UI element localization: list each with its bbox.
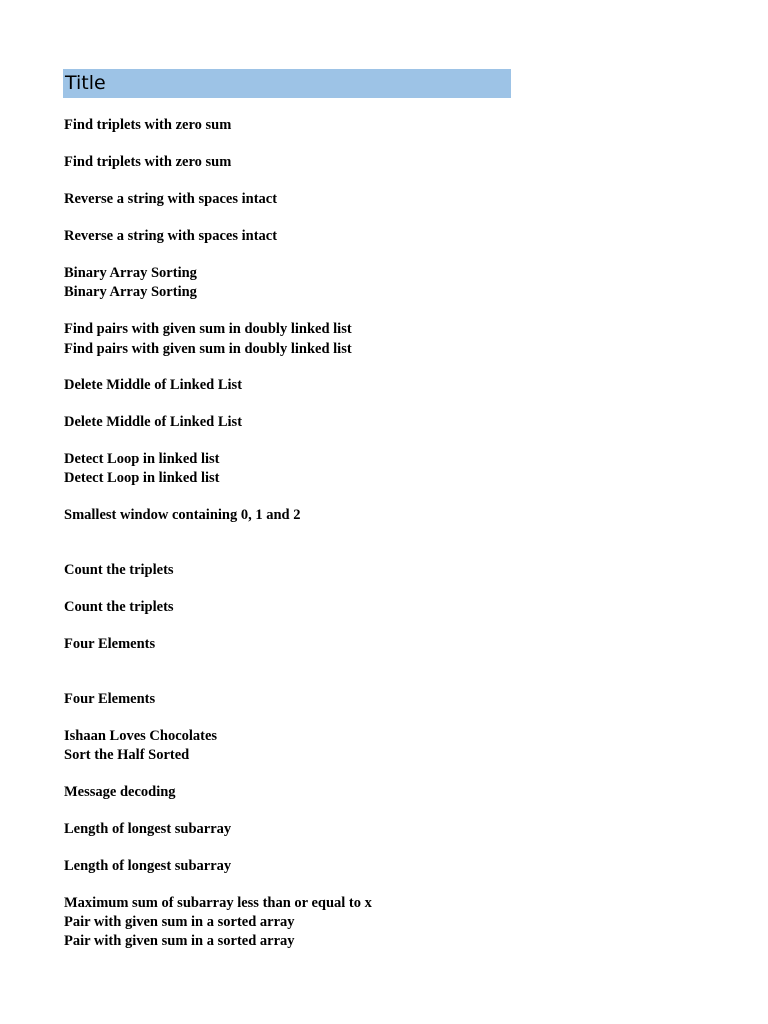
entry-16: Four Elements: [64, 636, 156, 652]
entry-2: Find triplets with zero sum: [64, 154, 232, 170]
entry-8: Find pairs with given sum in doubly linked list: [64, 341, 352, 357]
entry-25: Pair with given sum in a sorted array: [64, 933, 295, 949]
entry-12: Detect Loop in linked list: [64, 470, 220, 486]
entry-17: Four Elements: [64, 691, 156, 707]
entry-14: Count the triplets: [64, 562, 174, 578]
title-cell: Title: [63, 69, 511, 98]
entry-23: Maximum sum of subarray less than or equal to x: [64, 895, 372, 911]
entry-4: Reverse a string with spaces intact: [64, 228, 278, 244]
entry-21: Length of longest subarray: [64, 821, 232, 837]
entry-15: Count the triplets: [64, 599, 174, 615]
entry-19: Sort the Half Sorted: [64, 747, 190, 763]
entry-10: Delete Middle of Linked List: [64, 414, 243, 430]
entry-7: Find pairs with given sum in doubly linked list: [64, 321, 352, 337]
entry-3: Reverse a string with spaces intact: [64, 191, 278, 207]
entry-13: Smallest window containing 0, 1 and 2: [64, 507, 301, 523]
entry-11: Detect Loop in linked list: [64, 451, 220, 467]
entry-20: Message decoding: [64, 784, 176, 800]
entry-18: Ishaan Loves Chocolates: [64, 728, 218, 744]
entry-6: Binary Array Sorting: [64, 284, 197, 300]
entry-5: Binary Array Sorting: [64, 265, 197, 281]
entry-22: Length of longest subarray: [64, 858, 232, 874]
entry-1: Find triplets with zero sum: [64, 117, 232, 133]
entry-9: Delete Middle of Linked List: [64, 377, 243, 393]
entry-24: Pair with given sum in a sorted array: [64, 914, 295, 930]
